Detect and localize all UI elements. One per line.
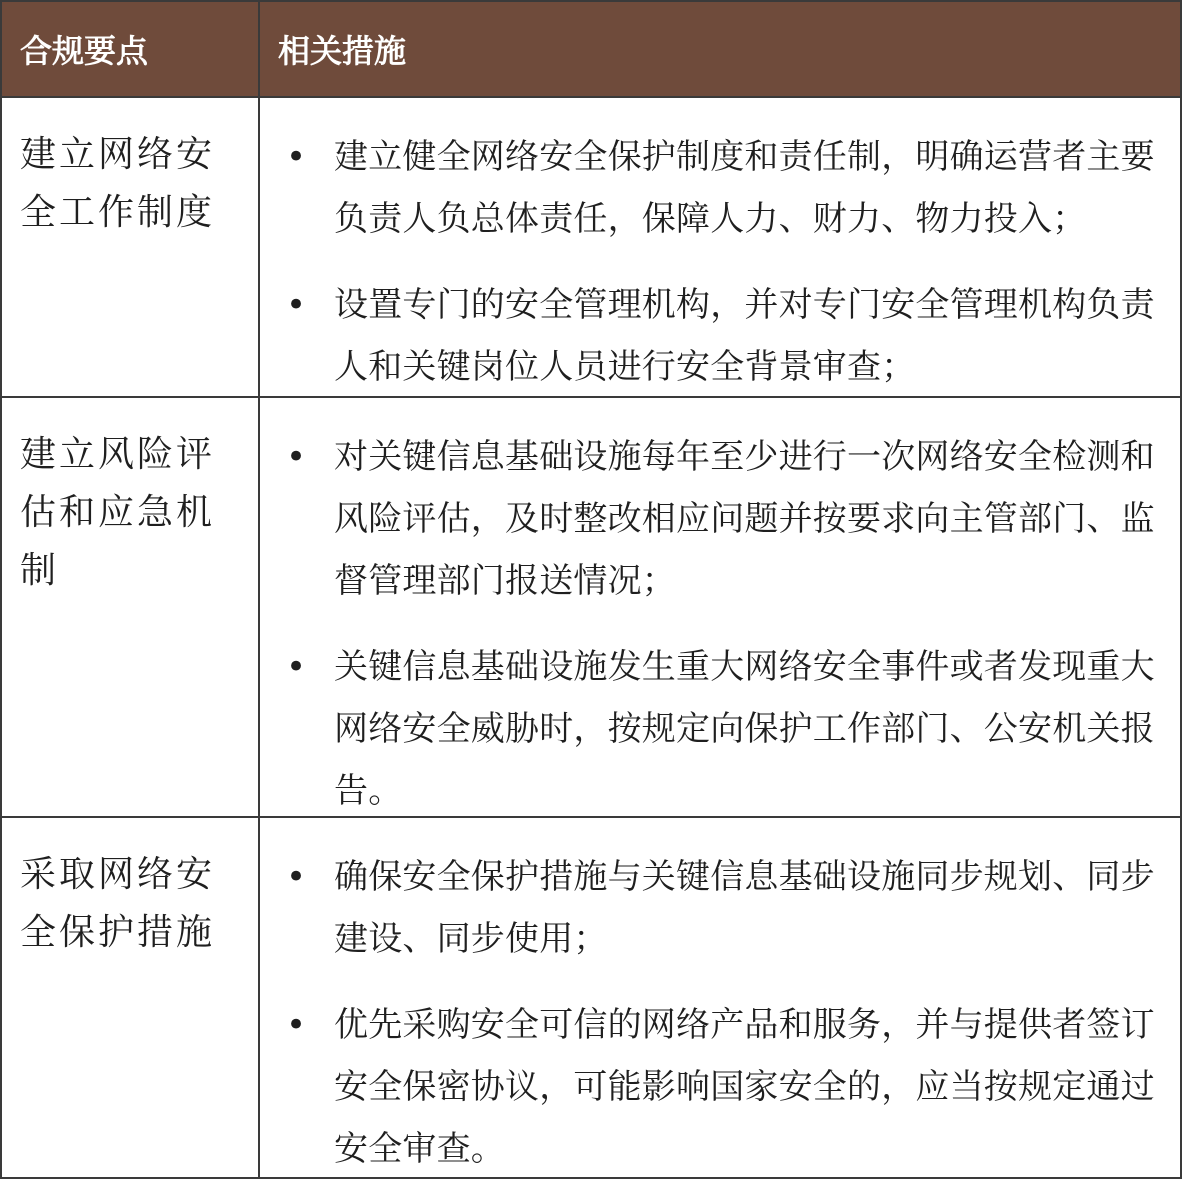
- measure-item: [260, 126, 1166, 250]
- measure-text: 优先采购安全可信的网络产品和服务，并与提供者签订安全保密协议，可能影响国家安全的，应当按规定通过安全审查。: [334, 1005, 1155, 1169]
- table-header: [2, 2, 1180, 98]
- bullet-icon: •: [285, 437, 307, 477]
- measure-item: [260, 846, 1166, 970]
- header-related-measures: 相关措施: [278, 32, 407, 70]
- measure-text: 设置专门的安全管理机构，并对专门安全管理机构负责人和关键岗位人员进行安全背景审查；: [334, 285, 1155, 387]
- compliance-point-cell: 建立网络安全工作制度: [2, 98, 260, 396]
- measures-cell: [260, 98, 1180, 396]
- measure-item: [260, 274, 1166, 398]
- measures-cell: [260, 818, 1180, 1179]
- measure-item: [260, 994, 1166, 1180]
- compliance-point-cell: 采取网络安全保护措施: [2, 818, 260, 1179]
- table-row: [2, 398, 1180, 818]
- table-row: [2, 98, 1180, 398]
- bullet-icon: •: [285, 285, 307, 325]
- measure-text: 关键信息基础设施发生重大网络安全事件或者发现重大网络安全威胁时，按规定向保护工作部门、公安机关报告。: [334, 647, 1155, 811]
- bullet-icon: •: [285, 647, 307, 687]
- bullet-icon: •: [285, 1005, 307, 1045]
- bullet-icon: •: [285, 137, 307, 177]
- measure-item: [260, 636, 1166, 822]
- measure-text: 建立健全网络安全保护制度和责任制，明确运营者主要负责人负总体责任，保障人力、财力、物力投入；: [334, 137, 1155, 239]
- table-row: [2, 818, 1180, 1179]
- measure-text: 确保安全保护措施与关键信息基础设施同步规划、同步建设、同步使用；: [334, 857, 1155, 959]
- header-compliance-points: 合规要点: [2, 2, 260, 96]
- measures-cell: [260, 398, 1180, 816]
- bullet-icon: •: [285, 857, 307, 897]
- compliance-point-cell: 建立风险评估和应急机制: [2, 398, 260, 816]
- measure-text: 对关键信息基础设施每年至少进行一次网络安全检测和风险评估，及时整改相应问题并按要求向主管部门、监督管理部门报送情况；: [334, 437, 1155, 601]
- measure-item: [260, 426, 1166, 612]
